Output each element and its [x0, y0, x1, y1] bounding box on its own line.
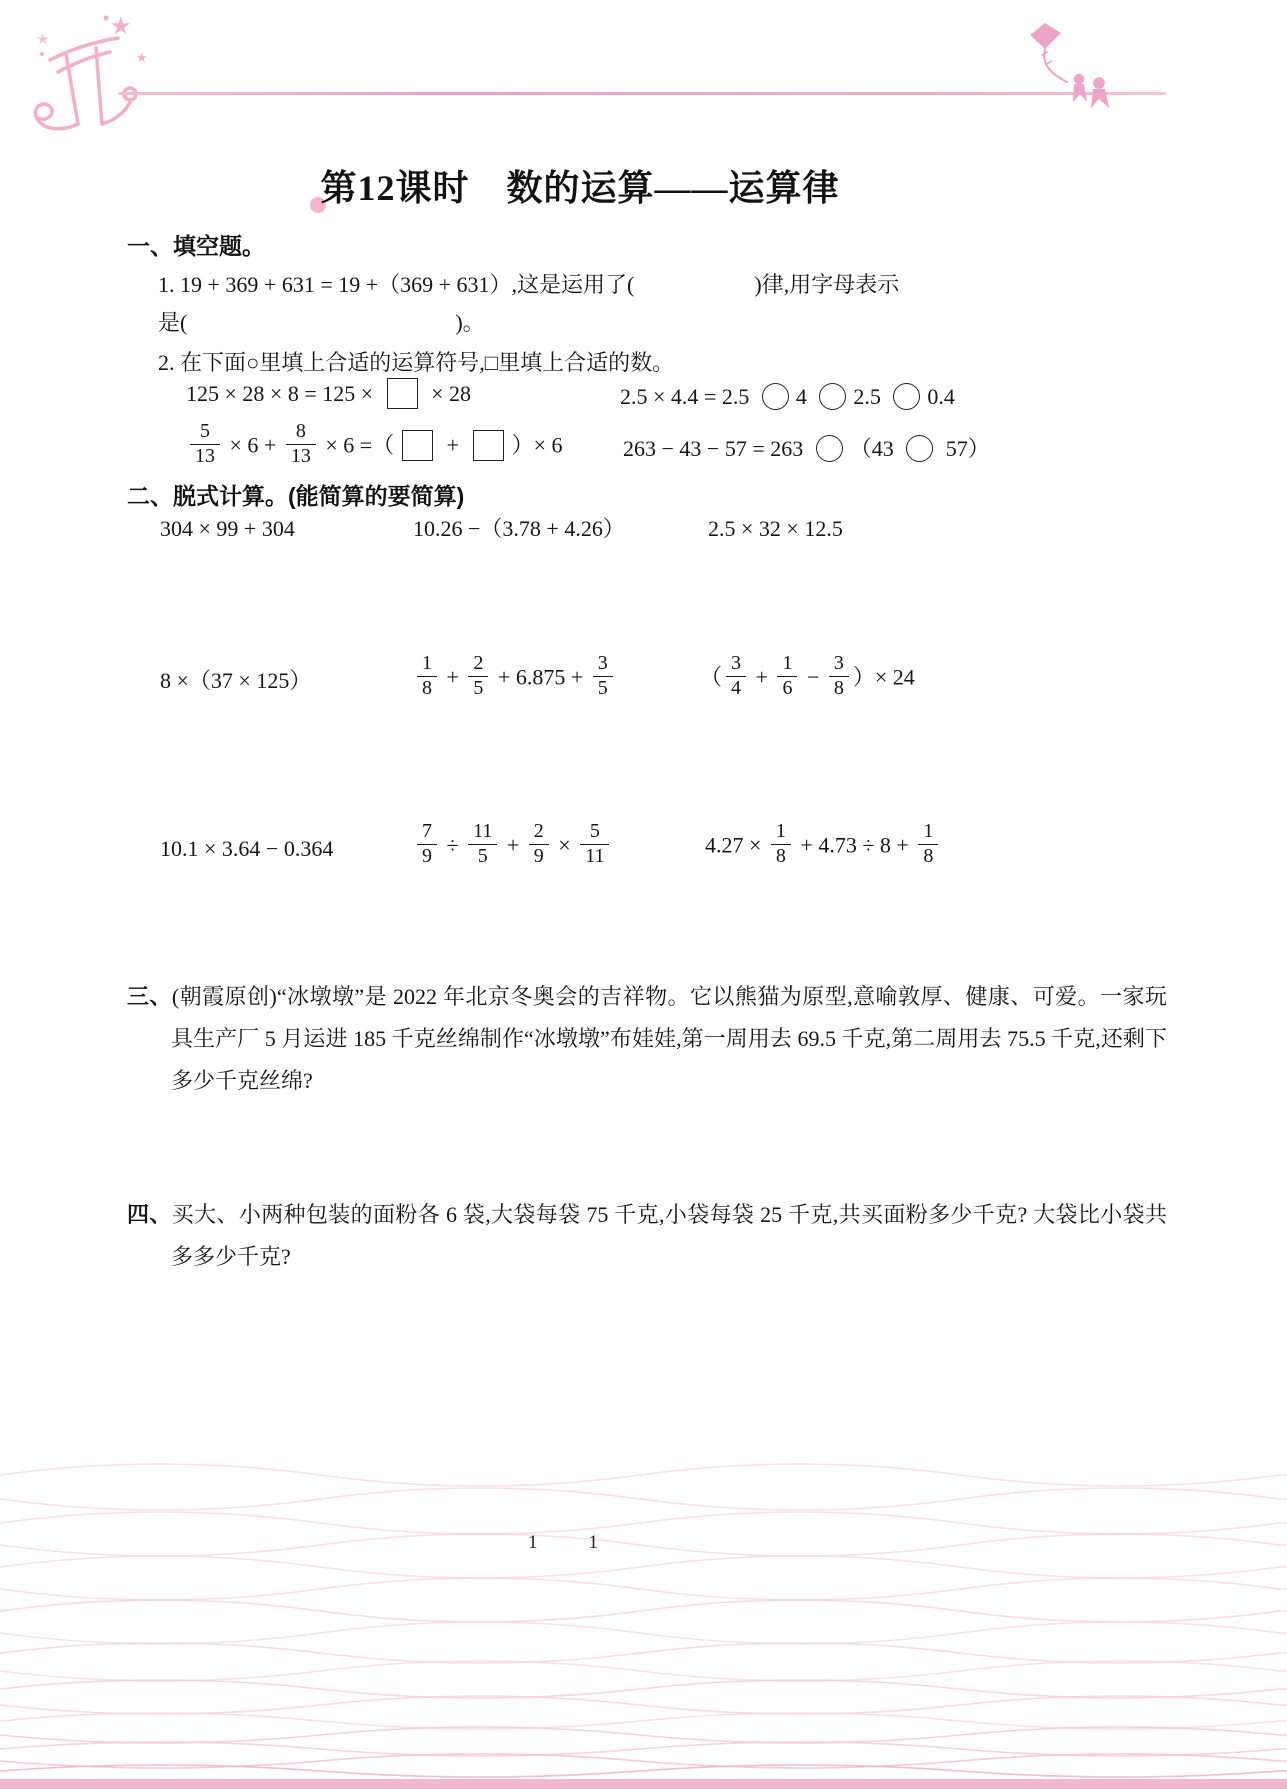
- math-text: )律,用字母表示: [754, 272, 900, 297]
- fraction-numerator: 8: [286, 420, 316, 445]
- fraction: [417, 820, 437, 868]
- fraction-denominator: 5: [477, 844, 488, 867]
- answer-box: [387, 378, 418, 409]
- calc-expression-r1c2: [413, 514, 625, 544]
- fill-q2-eq2: [620, 382, 955, 415]
- svg-text:★: ★: [110, 12, 132, 40]
- svg-text:★: ★: [36, 30, 50, 48]
- fraction-denominator: 4: [731, 676, 742, 699]
- fraction-denominator: 9: [422, 844, 432, 867]
- svg-text:★: ★: [136, 51, 148, 66]
- calc-expression-r3c1: [160, 834, 333, 864]
- ornate-frame-with-stars-icon: [26, 6, 186, 146]
- fraction: [190, 420, 220, 468]
- math-text: +: [441, 664, 465, 690]
- fill-q2-prompt: 2. 在下面○里填上合适的运算符号,□里填上合适的数。: [158, 350, 675, 375]
- fraction-numerator: 2: [529, 820, 549, 845]
- fraction-numerator: 3: [593, 652, 613, 677]
- fill-q2-eq4: [623, 434, 990, 467]
- problem-3-label: 三、: [127, 984, 172, 1009]
- calc-expression-r2c2: [413, 652, 617, 707]
- problem-4-text: 买大、小两种包装的面粉各 6 袋,大袋每袋 75 千克,小袋每袋 25 千克,共买面粉多少千克? 大袋比小袋共多多少千克?: [171, 1202, 1167, 1269]
- fraction-denominator: 9: [533, 844, 544, 867]
- fraction-numerator: 5: [580, 820, 609, 845]
- fraction-denominator: 8: [775, 844, 786, 867]
- fraction: [580, 820, 609, 868]
- section-1-header: 一、填空题。: [127, 233, 265, 259]
- math-text: 2.5 × 4.4 = 2.5: [620, 384, 755, 409]
- fraction: [593, 652, 613, 700]
- calc-expression-r2c1: [160, 666, 311, 696]
- section-2-header: 二、脱式计算。(能简算的要简算): [127, 483, 465, 509]
- calc-expression-r1c3: [708, 514, 843, 544]
- fraction-denominator: 8: [422, 676, 432, 699]
- math-text: × 28: [425, 381, 472, 407]
- fraction-numerator: 2: [468, 652, 488, 677]
- answer-blank: [187, 329, 455, 330]
- math-text: ×: [552, 832, 577, 858]
- math-text: 0.4: [927, 384, 955, 409]
- page-title: 第12课时 数的运算——运算律: [320, 168, 840, 208]
- problem-3: [127, 976, 1167, 1102]
- math-text: 57）: [940, 436, 990, 461]
- fraction-numerator: 7: [417, 820, 437, 845]
- math-text: 10.1 × 3.64 − 0.364: [160, 836, 334, 861]
- pink-wavy-lines-pattern: [0, 1457, 1287, 1789]
- math-text: ）× 6: [511, 432, 563, 458]
- math-text: −: [801, 664, 825, 690]
- page-number-left: 1: [528, 1532, 538, 1553]
- math-text: )。: [455, 310, 485, 335]
- fraction: [468, 820, 497, 868]
- calc-expression-r3c2: [413, 820, 613, 875]
- math-text: + 4.73 ÷ 8 +: [794, 832, 915, 858]
- calc-expression-r2c3: [700, 652, 915, 707]
- title-row: [0, 160, 1160, 211]
- math-text: 10.26 −（3.78 + 4.26）: [413, 516, 625, 541]
- math-text: 4: [795, 384, 813, 409]
- math-text: 是(: [158, 310, 188, 335]
- fraction-denominator: 11: [585, 844, 605, 867]
- fraction-denominator: 8: [833, 676, 844, 699]
- calc-expression-r1c1: [160, 514, 295, 544]
- answer-circle: [816, 435, 843, 462]
- math-text: ÷: [441, 832, 465, 858]
- answer-circle: [906, 435, 933, 462]
- fraction-denominator: 5: [473, 676, 484, 699]
- problem-4-label: 四、: [127, 1202, 172, 1227]
- fill-q1-line2: [158, 308, 485, 338]
- math-text: × 6 +: [224, 432, 282, 458]
- fraction: [726, 652, 746, 700]
- answer-circle: [762, 383, 789, 410]
- fraction-numerator: 1: [918, 820, 938, 845]
- fraction-denominator: 13: [195, 444, 215, 467]
- math-text: 304 × 99 + 304: [160, 516, 295, 541]
- fraction: [771, 820, 791, 868]
- math-text: ）× 24: [852, 664, 915, 690]
- fraction-numerator: 3: [829, 652, 849, 677]
- page-number-right: 1: [588, 1532, 598, 1553]
- fraction-denominator: 13: [290, 444, 311, 467]
- fraction-numerator: 1: [777, 652, 797, 677]
- math-text: +: [750, 664, 774, 690]
- fraction: [286, 420, 316, 468]
- fraction: [918, 820, 938, 868]
- math-text: 2.5: [853, 384, 887, 409]
- math-text: 125 × 28 × 8 = 125 ×: [186, 381, 379, 407]
- answer-circle: [819, 383, 846, 410]
- fraction: [777, 652, 797, 700]
- calc-expression-r3c3: [705, 820, 942, 875]
- fraction-numerator: 1: [771, 820, 791, 845]
- math-text: 4.27 ×: [705, 832, 767, 858]
- math-text: +: [501, 832, 525, 858]
- math-text: 8 ×（37 × 125）: [160, 668, 312, 693]
- answer-box: [402, 430, 433, 461]
- fraction: [417, 652, 437, 700]
- math-text: × 6 =（: [319, 432, 395, 458]
- math-text: +: [441, 432, 465, 458]
- math-text: （: [700, 664, 723, 690]
- answer-box: [473, 430, 504, 461]
- fraction: [468, 652, 488, 700]
- math-text: 2.5 × 32 × 12.5: [708, 516, 843, 541]
- fill-q2-eq1: [186, 378, 471, 414]
- fill-q1-line1: [158, 270, 899, 300]
- fraction-numerator: 1: [417, 652, 437, 677]
- fraction-numerator: 3: [726, 652, 746, 677]
- math-text: + 6.875 +: [492, 664, 589, 690]
- answer-blank: [634, 291, 754, 292]
- fraction: [829, 652, 849, 700]
- fill-q2-eq3: [186, 420, 563, 475]
- fraction: [529, 820, 549, 868]
- answer-circle: [893, 383, 920, 410]
- fraction-denominator: 8: [923, 844, 934, 867]
- fraction-denominator: 6: [782, 676, 793, 699]
- fraction-numerator: 11: [468, 820, 497, 845]
- fraction-denominator: 5: [597, 676, 608, 699]
- math-text: 1. 19 + 369 + 631 = 19 +（369 + 631）,这是运用了(: [158, 272, 635, 297]
- math-text: 263 − 43 − 57 = 263: [623, 436, 809, 461]
- children-flying-kite-icon: [995, 22, 1135, 122]
- footer-page-numbers: [528, 1532, 598, 1554]
- problem-3-text: (朝霞原创)“冰墩墩”是 2022 年北京冬奥会的吉祥物。它以熊猫为原型,意喻敦厚、健康、可爱。一家玩具生产厂 5 月运进 185 千克丝绵制作“冰墩墩”布娃娃,第一周用去 69.5 千克,第二周用去 75.5 千克,还剩下多少千克丝绵?: [171, 984, 1167, 1093]
- fraction-numerator: 5: [190, 420, 220, 445]
- math-text: （43: [849, 436, 900, 461]
- problem-4: [127, 1194, 1167, 1278]
